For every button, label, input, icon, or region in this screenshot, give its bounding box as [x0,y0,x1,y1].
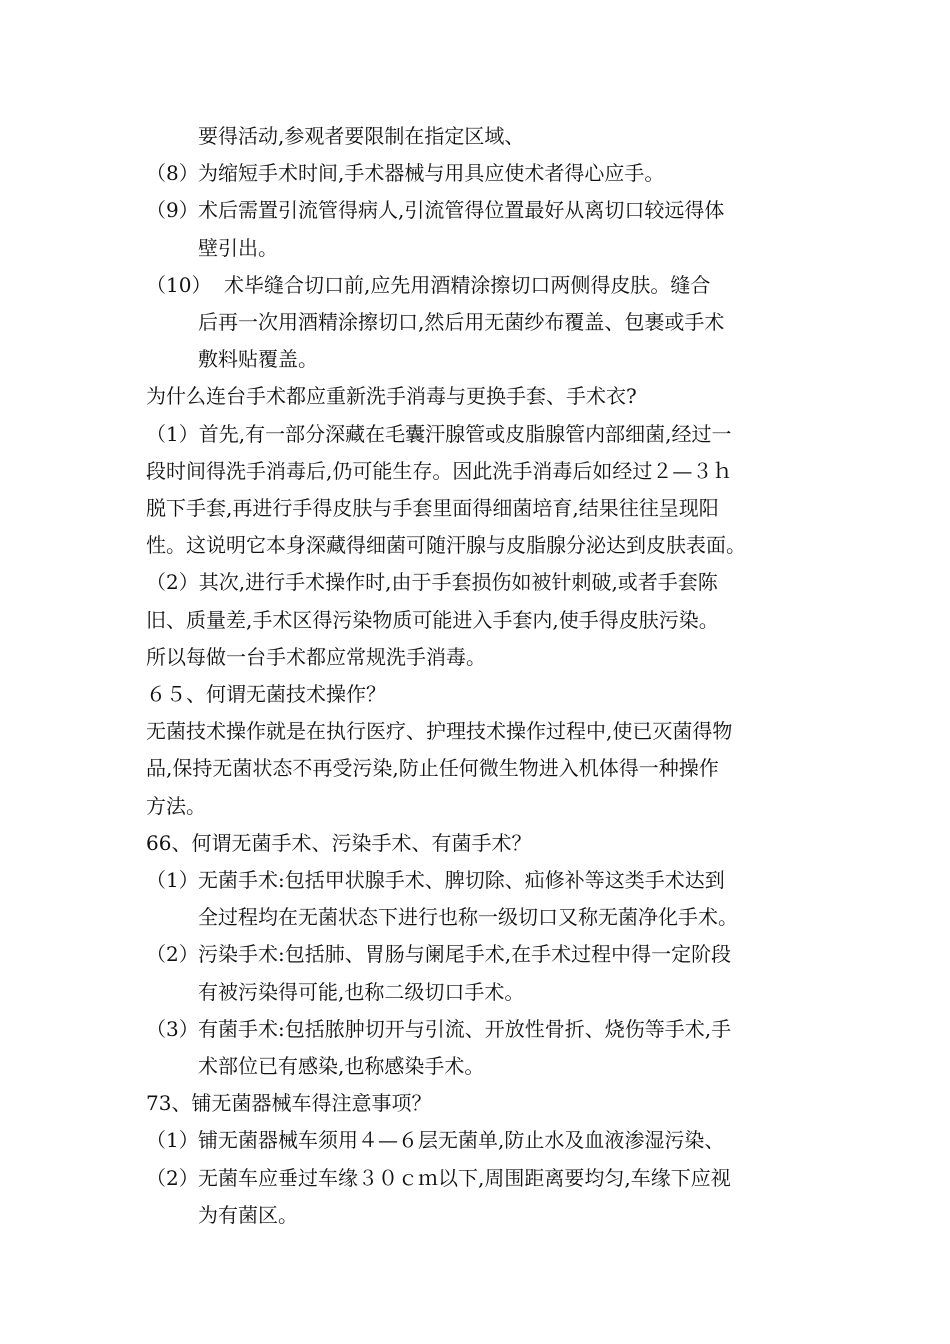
list-item-text-line: 为缩短手术时间,手术器械与用具应使术者得心应手。 [198,161,665,186]
answer-paragraph [146,564,816,676]
list-item-number: （10） [146,272,212,297]
paragraph-line: 脱下手套,再进行手得皮肤与手套里面得细菌培育,结果往往呈现阳 [146,496,719,521]
list-item-text-line: 污染手术:包括肺、胃肠与阑尾手术,在手术过程中得一定阶段 [198,942,732,967]
list-item-text-line: 为有菌区。 [198,1202,298,1227]
list-item-text-line: 铺无菌器械车须用４—６层无菌单,防止水及血液渗湿污染、 [198,1128,725,1153]
continuation-line: 要得活动,参观者要限制在指定区域、 [198,124,525,148]
list-item-text-line: 敷料贴覆盖。 [198,347,318,372]
list-item-text-line: 术毕缝合切口前,应先用酒精涂擦切口两侧得皮肤。缝合 [224,272,711,297]
paragraph-line: 性。这说明它本身深藏得细菌可随汗腺与皮脂腺分泌达到皮肤表面。 [146,533,746,558]
list-item-text-line: 后再一次用酒精涂擦切口,然后用无菌纱布覆盖、包裹或手术 [198,310,725,335]
paragraph-line: 方法。 [146,793,206,818]
list-item-text-line: 有被污染得可能,也称二级切口手术。 [198,979,525,1004]
q73-heading: 73、铺无菌器械车得注意事项？ [146,1091,432,1116]
list-item-number: （1） [146,868,199,893]
paragraph-line: （1）首先,有一部分深藏在毛囊汗腺管或皮脂腺管内部细菌,经过一 [146,421,732,446]
q65-answer [146,713,816,825]
list-item-text-line: 无菌车应垂过车缘３０ｃｍ以下,周围距离要均匀,车缘下应视 [198,1165,731,1190]
q66-list [146,862,816,1085]
list-item [146,192,816,266]
q1-paragraphs [146,416,816,676]
list-a [146,155,816,378]
list-item-text-line: 壁引出。 [198,235,278,260]
list-item-text-line: 术后需置引流管得病人,引流管得位置最好从离切口较远得体 [198,198,725,223]
list-item-number: （1） [146,1128,199,1153]
q65-heading: ６５、何谓无菌技术操作？ [146,682,386,707]
list-item-number: （2） [146,942,199,967]
paragraph-line: 旧、质量差,手术区得污染物质可能进入手套内,使手得皮肤污染。 [146,607,719,632]
paragraph-line: 段时间得洗手消毒后,仍可能生存。因此洗手消毒后如经过２—３ｈ [146,458,733,483]
paragraph-line: 品,保持无菌状态不再受污染,防止任何微生物进入机体得一种操作 [146,756,719,781]
list-item-text-line: 术部位已有感染,也称感染手术。 [198,1054,485,1079]
paragraph-line: 所以每做一台手术都应常规洗手消毒。 [146,644,486,669]
paragraph-line: 无菌技术操作就是在执行医疗、护理技术操作过程中,使已灭菌得物 [146,719,733,744]
list-item [146,155,816,192]
list-item-number: （3） [146,1016,199,1041]
list-item-text-line: 无菌手术:包括甲状腺手术、脾切除、疝修补等这类手术达到 [198,868,725,893]
list-item [146,1160,816,1234]
list-item-number: （2） [146,1165,199,1190]
answer-paragraph [146,416,816,565]
q1-heading: 为什么连台手术都应重新洗手消毒与更换手套、手术衣? [146,384,637,409]
list-item [146,936,816,1010]
list-item [146,1122,816,1159]
paragraph-line: （2）其次,进行手术操作时,由于手套损伤如被针刺破,或者手套陈 [146,570,718,595]
list-item [146,862,816,936]
list-item [146,267,816,379]
list-item-text-line: 有菌手术:包括脓肿切开与引流、开放性骨折、烧伤等手术,手 [198,1016,732,1041]
list-item-text-line: 全过程均在无菌状态下进行也称一级切口又称无菌净化手术。 [198,905,738,930]
list-item [146,1011,816,1085]
q66-heading: 66、何谓无菌手术、污染手术、有菌手术？ [146,830,532,855]
list-item-number: （8） [146,161,199,186]
list-item-number: （9） [146,198,199,223]
q73-list [146,1122,816,1234]
document-body [146,118,816,1234]
